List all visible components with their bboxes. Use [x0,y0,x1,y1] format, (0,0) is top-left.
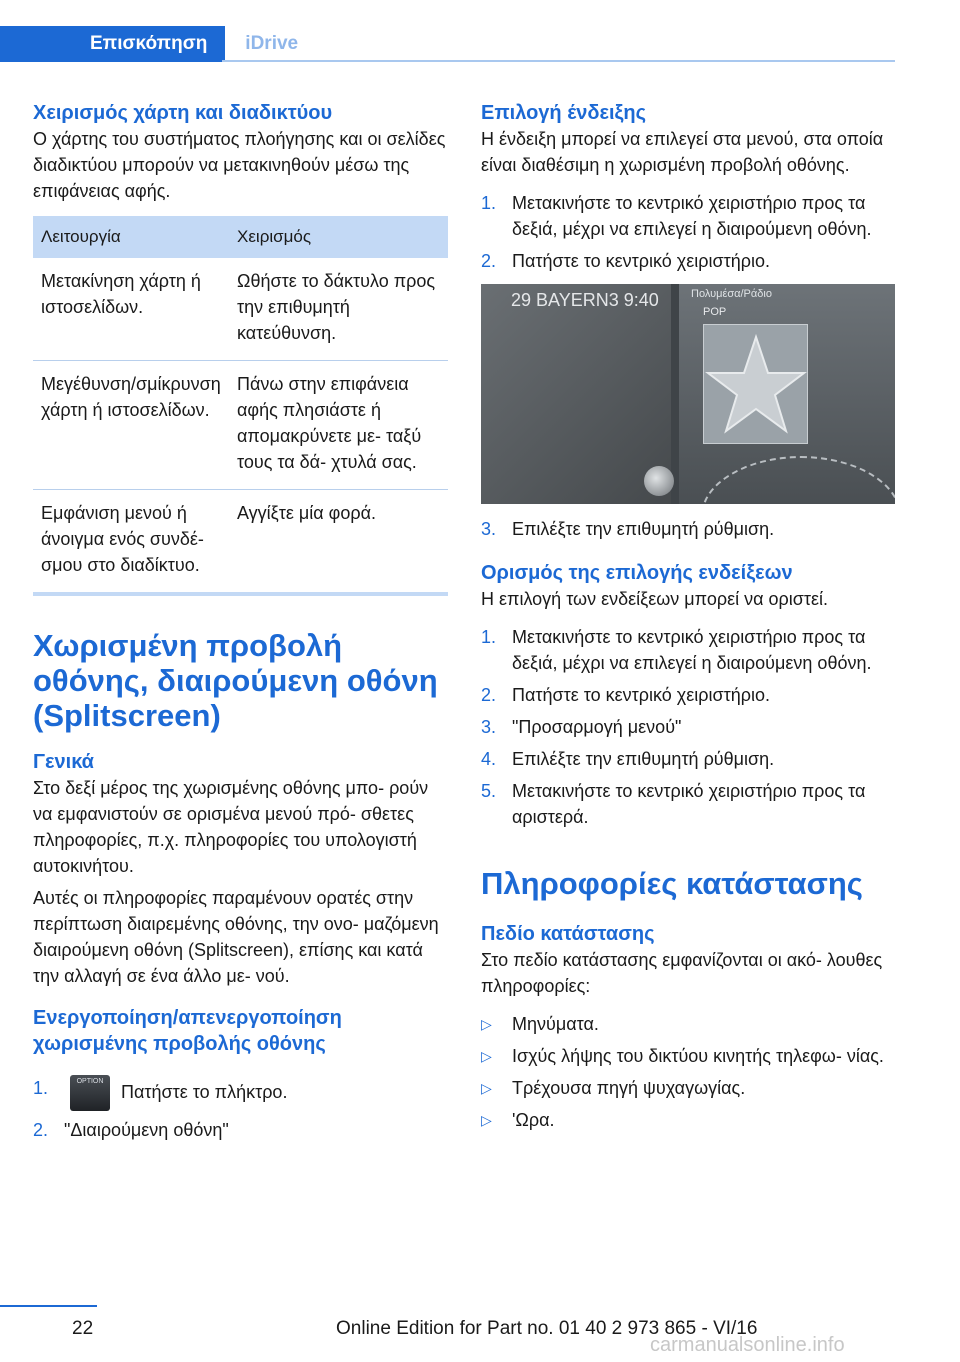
bullet-text: Μηνύματα. [512,1014,599,1034]
splitscreen-photo [481,284,895,504]
footer-divider [0,1305,97,1307]
bullet-triangle-icon: ▷ [481,1016,492,1032]
page-number: 22 [72,1318,94,1339]
list-item [481,714,895,740]
table-header-row [33,216,448,258]
bullet-triangle-icon: ▷ [481,1112,492,1128]
edition-text: Online Edition for Part no. 01 40 2 973 865 - VI/16 [336,1318,758,1339]
select-display-steps [481,190,895,274]
subsection-title-toggle: Ενεργοποίηση/απενεργοποίηση χωρισμένης προβολής οθόνης [33,1007,342,1055]
table-row [33,258,448,361]
step-text: Μετακινήστε το κεντρικό χειριστήριο προς τα δεξιά, μέχρι να επιλεγεί η διαιρούμενη οθόνη. [512,627,872,673]
option-key-icon: OPTION [70,1075,110,1111]
step-number: 1. [481,193,497,213]
section-text-map-web: Ο χάρτης του συστήματος πλοήγησης και οι σελίδες διαδικτύου μπορούν να μετακινηθούν μέσω της επιφάνειας αφής. [33,129,446,201]
step-number: 2. [481,685,497,705]
table-cell: Ωθήστε το δάκτυλο προς την επιθυμητή κατεύθυνση. [229,258,448,361]
bullet-text: Ισχύς λήψης του δικτύου κινητής τηλεφω- νίας. [512,1046,884,1066]
step-text: Πατήστε το πλήκτρο. [121,1081,288,1102]
controller-knob-icon [644,466,674,496]
screen-station-text: 29 BAYERN3 9:40 [511,290,659,310]
table-cell: Μεγέθυνση/σμίκρυνση χάρτη ή ιστοσελίδων. [33,361,229,490]
step-number: 5. [481,781,497,801]
step-text: Μετακινήστε το κεντρικό χειριστήριο προς τα δεξιά, μέχρι να επιλεγεί η διαιρούμενη οθόνη. [512,193,872,239]
list-item [481,682,895,708]
step-text: Επιλέξτε την επιθυμητή ρύθμιση. [512,519,775,539]
step-content [64,1075,287,1111]
tab-idrive[interactable]: iDrive [245,33,299,54]
table-header-function: Λειτουργία [33,216,229,258]
tab-overview[interactable]: Επισκόπηση [0,26,225,62]
right-column [481,100,895,1139]
table-cell: Αγγίξτε μία φορά. [229,490,448,595]
section-text-select-display: Η ένδειξη μπορεί να επιλεγεί στα μενού, στα οποία είναι διαθέσιμη η χωρισμένη προβολή οθόνης. [481,129,884,175]
define-selection-steps [481,624,895,830]
list-item [481,624,895,676]
screen-menu-title: Πολυμέσα/Ράδιο [691,288,772,300]
bullet-triangle-icon: ▷ [481,1080,492,1096]
step-number: 1. [33,1078,49,1098]
screen-main-area [481,284,671,504]
table-header-operation: Χειρισμός [229,216,448,258]
star-icon [703,324,808,444]
status-field-list [481,1011,895,1133]
step-text: Επιλέξτε την επιθυμητή ρύθμιση. [512,749,775,769]
watermark-text: carmanualsonline.info [650,1334,845,1356]
step-text: "Προσαρμογή μενού" [512,717,682,737]
header-divider [222,60,895,62]
list-item [481,1043,895,1069]
list-item [481,746,895,772]
section-text-define-selection: Η επιλογή των ενδείξεων μπορεί να οριστεί. [481,589,829,609]
step-number: 3. [481,519,497,539]
list-item [481,190,895,242]
step-number: 2. [481,251,497,271]
step-number: 1. [481,627,497,647]
screen-genre: POP [703,306,727,318]
toggle-steps [33,1075,448,1143]
table-row [33,490,448,595]
table-cell: Πάνω στην επιφάνεια αφής πλησιάστε ή απομακρύνετε με- ταξύ τους τα δά- χτυλά σας. [229,361,448,490]
section-title-splitscreen: Χωρισμένη προβολή οθόνης, διαιρούμενη οθόνη (Splitscreen) [33,628,438,733]
table-cell: Εμφάνιση μενού ή άνοιγμα ενός συνδέ- σμου στο διαδίκτυο. [33,490,229,595]
list-item [481,516,895,542]
bullet-triangle-icon: ▷ [481,1048,492,1064]
step-text: "Διαιρούμενη οθόνη" [64,1120,229,1140]
list-item [481,1075,895,1101]
table-row [33,361,448,490]
subsection-title-general: Γενικά [33,751,94,773]
bullet-text: Τρέχουσα πηγή ψυχαγωγίας. [512,1078,746,1098]
list-item [481,1107,895,1133]
step-text: Πατήστε το κεντρικό χειριστήριο. [512,251,770,271]
paragraph-general-2: Αυτές οι πληροφορίες παραμένουν ορατές στην περίπτωση διαιρεμένης οθόνης, την ονο- μαζόμενη διαιρούμενη οθόνη (Splitscreen), επίσης και κατά την αλλαγή σε ένα άλλο με- νού. [33,888,439,986]
list-item [481,1011,895,1037]
select-display-step3 [481,516,895,542]
section-title-select-display: Επιλογή ένδειξης [481,102,647,124]
paragraph-general-1: Στο δεξί μέρος της χωρισμένης οθόνης μπο- ρούν να εμφανιστούν σε ορισμένα μενού πρό- σθετες πληροφορίες, π.χ. πληροφορίες του υπολογιστή αυτοκινήτου. [33,778,429,876]
section-text-status-field: Στο πεδίο κατάστασης εμφανίζονται οι ακό- λουθες πληροφορίες: [481,950,883,996]
list-item [33,1117,448,1143]
left-column [33,100,448,1149]
step-text: Μετακινήστε το κεντρικό χειριστήριο προς τα αριστερά. [512,781,866,827]
step-number: 4. [481,749,497,769]
section-title-status-info: Πληροφορίες κατάστασης [481,866,863,901]
list-item [481,248,895,274]
bullet-text: 'Ωρα. [512,1110,555,1130]
table-cell: Μετακίνηση χάρτη ή ιστοσελίδων. [33,258,229,361]
header-tabs [0,26,318,62]
section-title-map-web: Χειρισμός χάρτη και διαδικτύου [33,102,333,124]
subsection-title-status-field: Πεδίο κατάστασης [481,923,655,945]
list-item [481,778,895,830]
list-item [33,1075,448,1111]
step-number: 3. [481,717,497,737]
section-title-define-selection: Ορισμός της επιλογής ενδείξεων [481,562,793,584]
step-number: 2. [33,1120,49,1140]
step-text: Πατήστε το κεντρικό χειριστήριο. [512,685,770,705]
gesture-table [33,216,448,596]
